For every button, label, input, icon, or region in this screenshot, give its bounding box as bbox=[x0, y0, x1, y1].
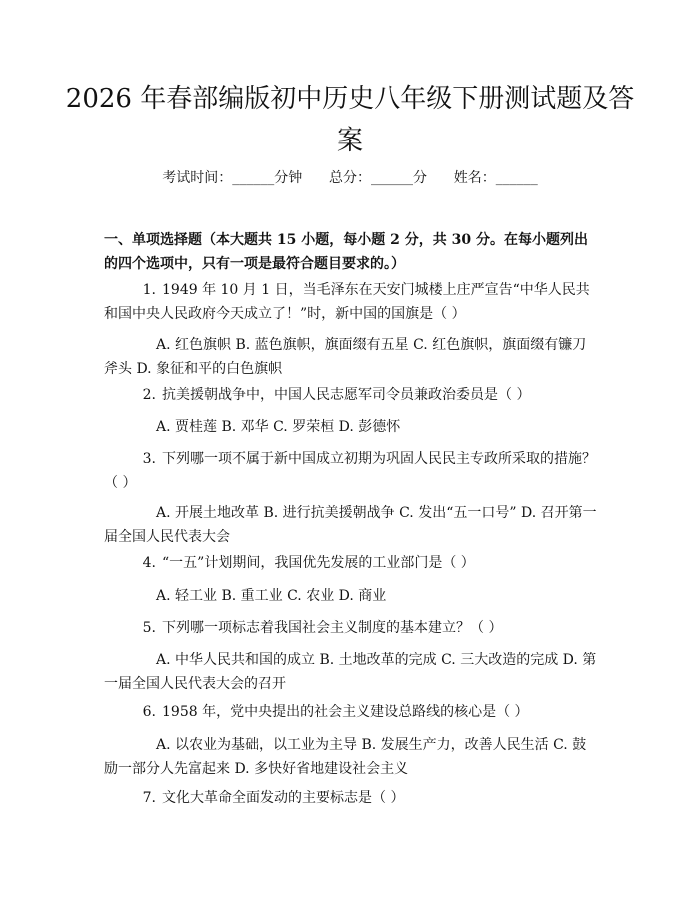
question-1-text: 1949 年 10 月 1 日，当毛泽东在天安门城楼上庄严宣告“中华人民共和国中央人民政府今天成立了！”时，新中国的国旗是（ ） bbox=[104, 282, 590, 322]
question-6-options: A. 以农业为基础，以工业为主导 B. 发展生产力，改善人民生活 C. 鼓励一部分人先富起来 D. 多快好省地建设社会主义 bbox=[104, 737, 587, 777]
question-2-text: 抗美援朝战争中，中国人民志愿军司令员兼政治委员是（ ） bbox=[162, 387, 531, 403]
question-3-stem bbox=[104, 447, 598, 495]
question-7-stem bbox=[104, 786, 598, 810]
question-3-options: A. 开展土地改革 B. 进行抗美援朝战争 C. 发出“五一口号” D. 召开第一届全国人民代表大会 bbox=[104, 505, 597, 545]
question-4-options: A. 轻工业 B. 重工业 C. 农业 D. 商业 bbox=[156, 588, 387, 604]
question-5-text: 下列哪一项标志着我国社会主义制度的基本建立？（ ） bbox=[162, 620, 503, 636]
question-6-number: 6. bbox=[142, 704, 156, 720]
exam-meta-line: 考试时间：______分钟 总分：______分 姓名：______ bbox=[162, 170, 538, 186]
question-3-text: 下列哪一项不属于新中国成立初期为巩固人民民主专政所采取的措施？（ ） bbox=[104, 451, 596, 491]
question-7-text: 文化大革命全面发动的主要标志是（ ） bbox=[162, 790, 405, 806]
question-7-number: 7. bbox=[142, 790, 156, 806]
question-5-number: 5. bbox=[142, 620, 156, 636]
question-5-options: A. 中华人民共和国的成立 B. 土地改革的完成 C. 三大改造的完成 D. 第一届全国人民代表大会的召开 bbox=[104, 652, 597, 692]
question-5-stem bbox=[104, 616, 598, 640]
question-4-stem bbox=[104, 551, 598, 575]
question-2-stem bbox=[104, 383, 598, 407]
question-1-number: 1. bbox=[142, 282, 156, 298]
question-4-number: 4. bbox=[142, 555, 156, 571]
question-1-options: A. 红色旗帜 B. 蓝色旗帜，旗面缀有五星 C. 红色旗帜，旗面缀有镰刀斧头 D. 象征和平的白色旗帜 bbox=[104, 337, 587, 377]
question-6-text: 1958 年，党中央提出的社会主义建设总路线的核心是（ ） bbox=[162, 704, 529, 720]
question-6-stem bbox=[104, 700, 598, 724]
question-4-text: “一五”计划期间，我国优先发展的工业部门是（ ） bbox=[162, 555, 475, 571]
section-heading: 一、单项选择题（本大题共 15 小题，每小题 2 分，共 30 分。在每小题列出的四个选项中，只有一项是最符合题目要求的。） bbox=[104, 232, 588, 272]
question-2-number: 2. bbox=[142, 387, 156, 403]
question-3-number: 3. bbox=[142, 451, 156, 467]
document-title: 2026 年春部编版初中历史八年级下册测试题及答案 bbox=[65, 84, 635, 156]
question-2-options: A. 贾桂莲 B. 邓华 C. 罗荣桓 D. 彭德怀 bbox=[156, 419, 401, 435]
question-1-stem bbox=[104, 278, 598, 326]
